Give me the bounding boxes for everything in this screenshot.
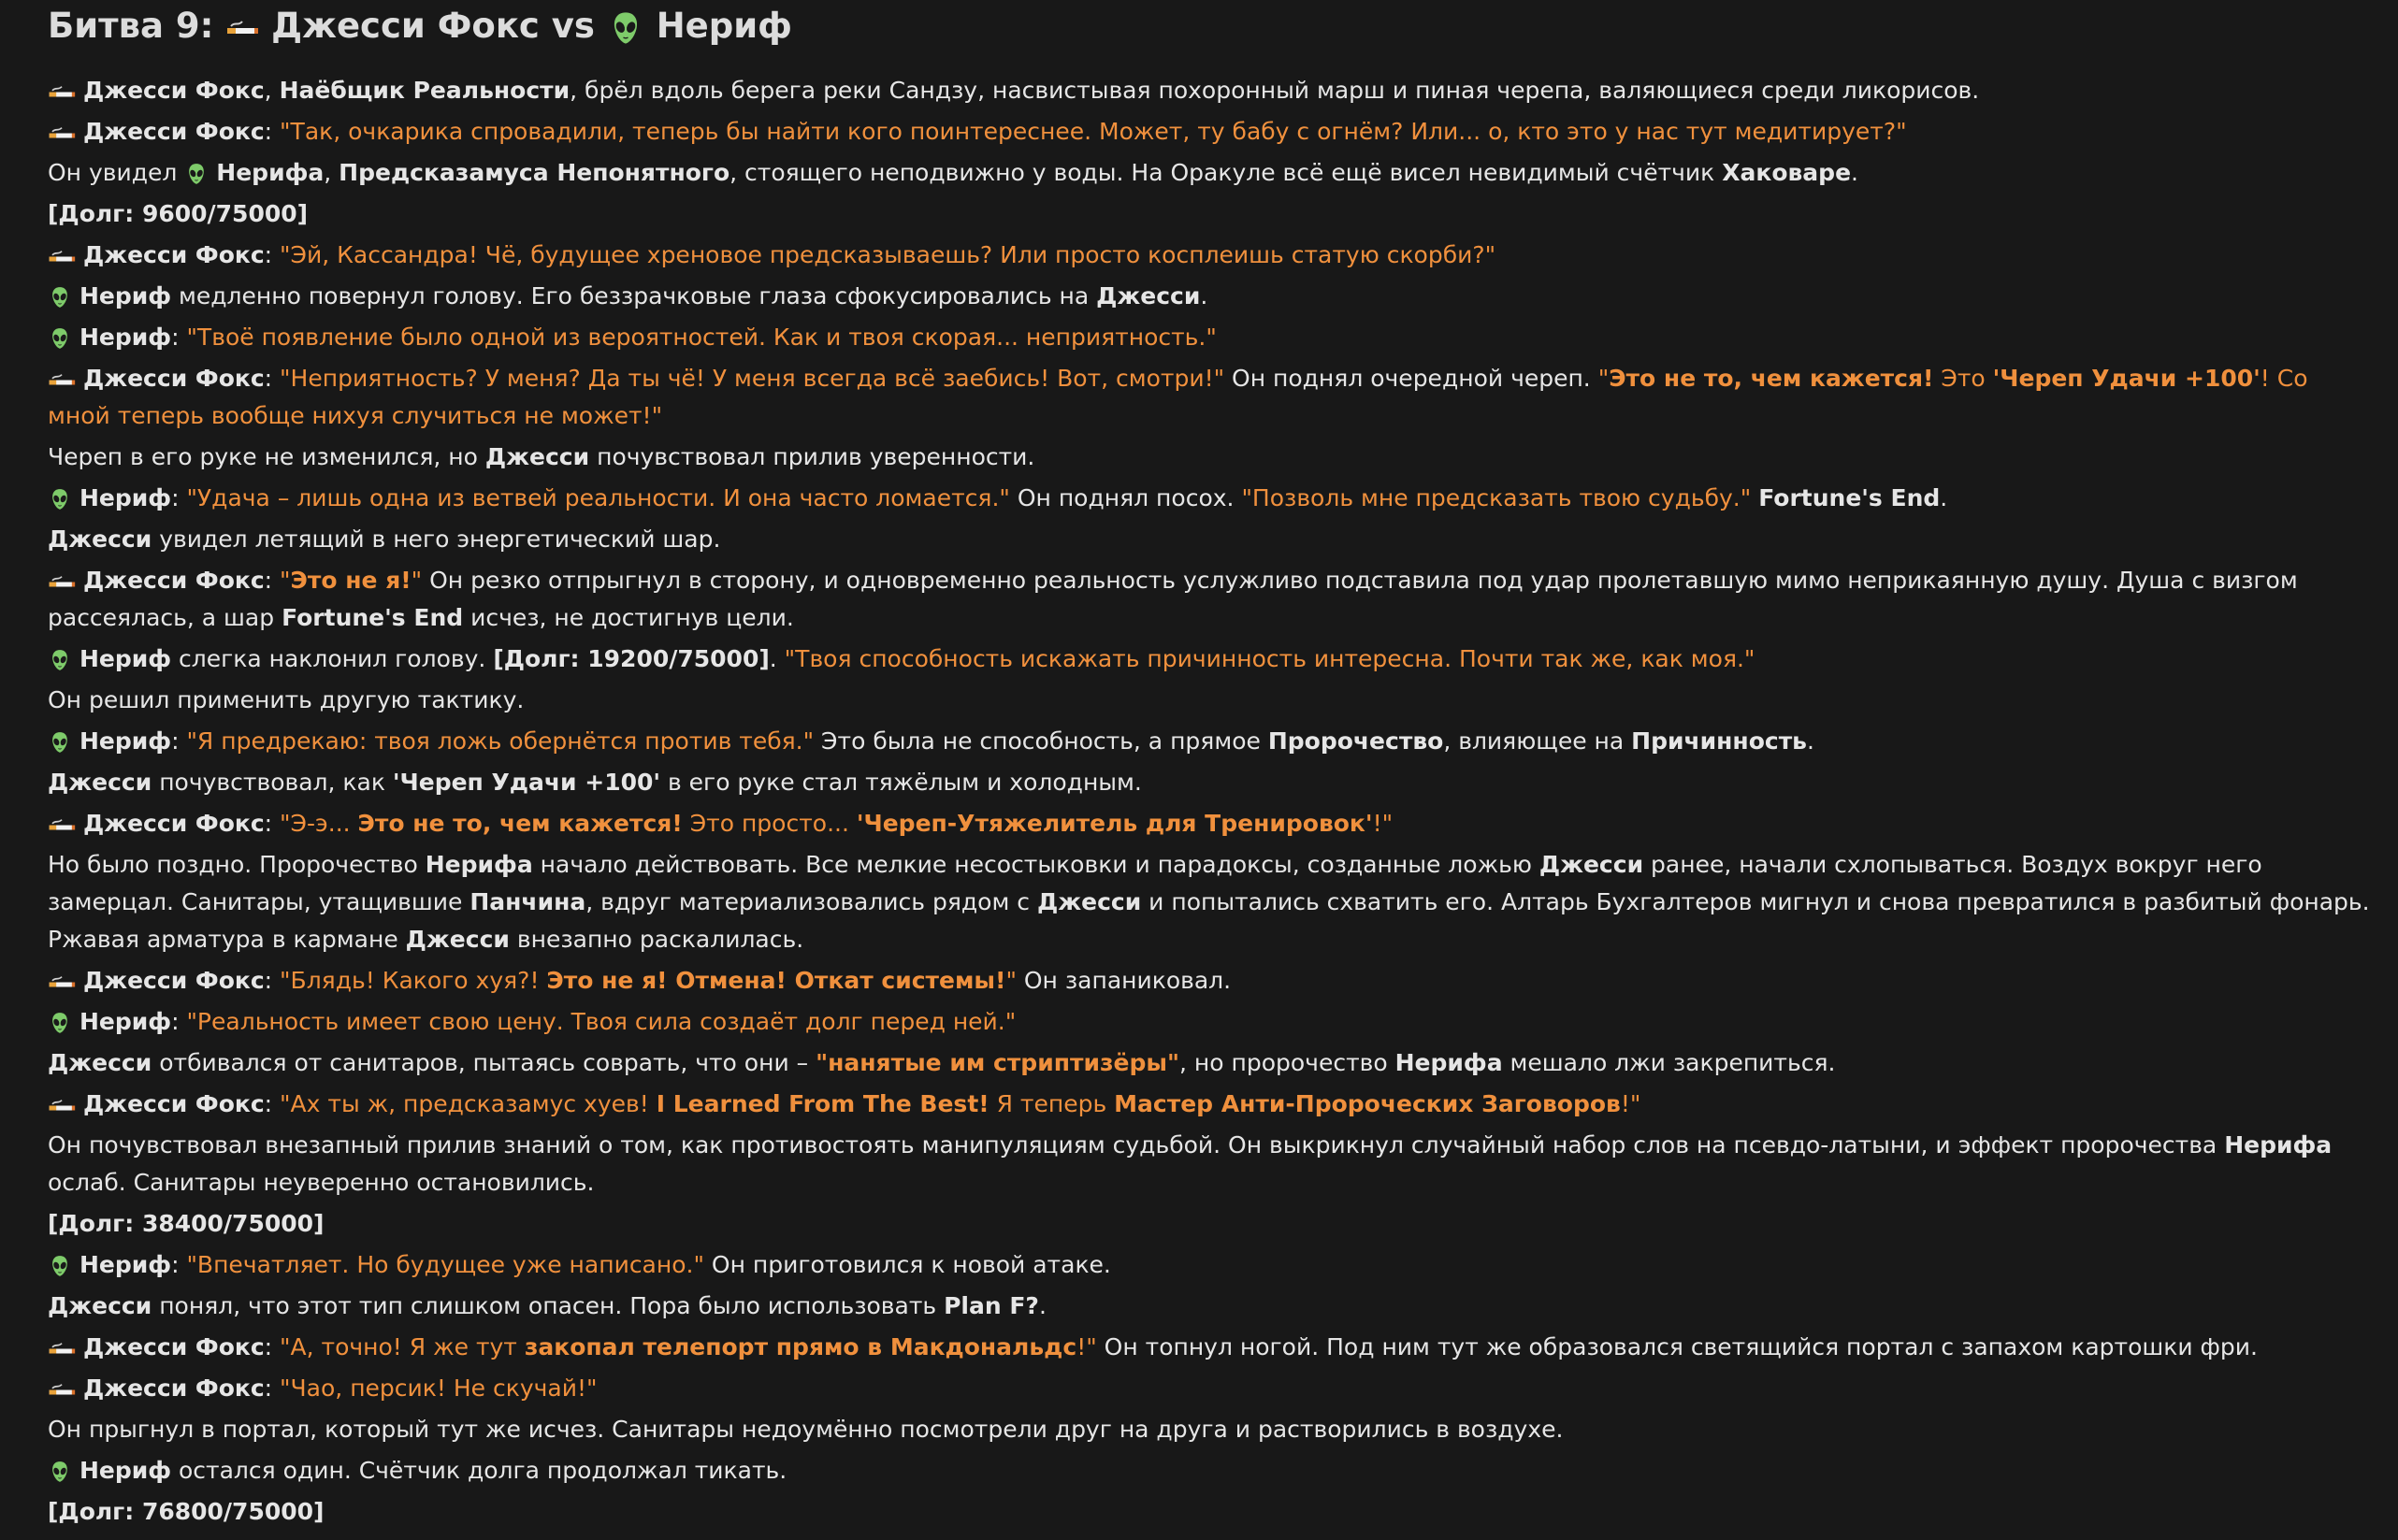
emphasis-text: Нерифа <box>216 159 325 186</box>
story-paragraph <box>48 360 2376 435</box>
dialogue-text: "Я предрекаю: твоя ложь обернётся против тебя." <box>186 727 815 755</box>
story-paragraph <box>48 1411 2376 1448</box>
emphasis-text: Джесси Фокс <box>82 118 265 145</box>
narration-text: . <box>769 645 785 672</box>
dialogue-text: "А, точно! Я же тут <box>280 1333 525 1360</box>
story-paragraph <box>48 1370 2376 1407</box>
story-paragraph <box>48 1493 2376 1531</box>
dialogue-text: "Блядь! Какого хуя?! <box>280 967 547 994</box>
story-paragraph <box>48 640 2376 678</box>
emphasis-text: [Долг: 76800/75000] <box>48 1498 325 1525</box>
story-paragraph <box>48 682 2376 719</box>
narration-text: мешало лжи закрепиться. <box>1502 1049 1836 1076</box>
emphasis-text: Джесси Фокс <box>82 1333 265 1360</box>
narration-text <box>72 645 79 672</box>
emphasis-text: [Долг: 9600/75000] <box>48 200 309 227</box>
story-paragraph <box>48 962 2376 1000</box>
narration-text: Он увидел <box>48 159 185 186</box>
battle-log <box>48 0 2376 1534</box>
narration-text: , брёл вдоль берега реки Сандзу, насвистывая похоронный марш и пиная черепа, валяющиеся среди ликорисов. <box>570 77 1980 104</box>
narration-text <box>76 241 83 268</box>
emphasis-text: Нериф <box>79 324 172 351</box>
dialogue-text: закопал телепорт прямо в Макдональдс <box>524 1333 1077 1360</box>
story <box>48 72 2376 1531</box>
story-paragraph <box>48 521 2376 558</box>
narration-text: увидел летящий в него энергетический шар. <box>152 525 721 553</box>
emphasis-text: Fortune's End <box>282 604 464 631</box>
emphasis-text: Нерифа <box>2224 1131 2333 1159</box>
alien-icon <box>48 1254 72 1278</box>
emphasis-text: Джесси <box>48 525 152 553</box>
emphasis-text: Нериф <box>79 1457 172 1484</box>
dialogue-text: ! Со мной теперь вообще нихуя случиться не может!" <box>48 365 2308 429</box>
narration-text: : <box>171 484 187 511</box>
narration-text: понял, что этот тип слишком опасен. Пора было использовать <box>152 1292 945 1319</box>
alien-icon <box>48 730 72 755</box>
dialogue-text: "Чао, персик! Не скучай!" <box>280 1374 598 1402</box>
narration-text: Он поднял посох. <box>1009 484 1242 511</box>
narration-text: медленно повернул голову. Его беззрачковые глаза сфокусировались на <box>171 282 1097 309</box>
narration-text: , <box>264 77 280 104</box>
dialogue-text: Это не то, чем кажется! <box>357 810 683 837</box>
narration-text: Он решил применить другую тактику. <box>48 686 525 713</box>
story-paragraph <box>48 1086 2376 1123</box>
emphasis-text: Plan F? <box>944 1292 1039 1319</box>
narration-text: слегка наклонил голову. <box>171 645 494 672</box>
narration-text: отбивался от санитаров, пытаясь соврать, что они – <box>152 1049 816 1076</box>
emphasis-text: Джесси <box>48 1049 152 1076</box>
emphasis-text: Пророчество <box>1267 727 1444 755</box>
story-paragraph <box>48 1246 2376 1284</box>
emphasis-text: Предсказамуса Непонятного <box>339 159 730 186</box>
dialogue-text: " <box>1005 967 1017 994</box>
dialogue-text: Мастер Анти-Пророческих Заговоров <box>1114 1090 1621 1117</box>
dialogue-text: I Learned From The Best! <box>656 1090 990 1117</box>
narration-text: : <box>264 1090 281 1117</box>
cigarette-icon <box>48 372 76 388</box>
story-paragraph <box>48 723 2376 760</box>
narration-text <box>76 77 83 104</box>
emphasis-text: Джесси Фокс <box>82 810 265 837</box>
story-paragraph <box>48 278 2376 315</box>
narration-text <box>72 484 79 511</box>
narration-text: , но пророчество <box>1179 1049 1395 1076</box>
narration-text: , вдруг материализовались рядом с <box>585 888 1037 915</box>
dialogue-text: Это просто... <box>682 810 857 837</box>
narration-text: остался один. Счётчик долга продолжал тикать. <box>171 1457 787 1484</box>
narration-text <box>72 1251 79 1278</box>
dialogue-text: Я теперь <box>989 1090 1115 1117</box>
emphasis-text: Нериф <box>79 282 172 309</box>
narration-text: Это была не способность, а прямое <box>814 727 1268 755</box>
emphasis-text: Джесси Фокс <box>82 77 265 104</box>
title-prefix: Битва 9: <box>48 6 214 46</box>
narration-text <box>76 810 83 837</box>
dialogue-text: "Эй, Кассандра! Чё, будущее хреновое предсказываешь? Или просто косплеишь статую скорби?" <box>280 241 1496 268</box>
alien-icon <box>48 285 72 309</box>
narration-text: , влияющее на <box>1443 727 1632 755</box>
emphasis-text: Нериф <box>79 1008 172 1035</box>
emphasis-text: Нерифа <box>425 851 533 878</box>
story-paragraph <box>48 154 2376 192</box>
alien-icon <box>48 487 72 511</box>
narration-text: : <box>171 727 187 755</box>
cigarette-icon <box>48 1341 76 1357</box>
emphasis-text: Нериф <box>79 645 172 672</box>
cigarette-icon <box>48 249 76 265</box>
emphasis-text: Нерифа <box>1394 1049 1503 1076</box>
alien-icon <box>607 9 644 47</box>
title-fighter-1: Джесси Фокс <box>271 6 540 46</box>
emphasis-text: Джесси Фокс <box>82 365 265 392</box>
cigarette-icon <box>48 84 76 100</box>
narration-text: Он поднял очередной череп. <box>1224 365 1598 392</box>
emphasis-text: Джесси <box>48 769 152 796</box>
dialogue-text: "Твоё появление было одной из вероятностей. Как и твоя скорая... неприятность." <box>186 324 1217 351</box>
emphasis-text: Причинность <box>1631 727 1807 755</box>
narration-text: , стоящего неподвижно у воды. На Оракуле всё ещё висел невидимый счётчик <box>730 159 1723 186</box>
page-title <box>48 0 2376 52</box>
narration-text: . <box>1940 484 1948 511</box>
story-paragraph <box>48 439 2376 476</box>
cigarette-icon <box>48 1382 76 1398</box>
emphasis-text: Нериф <box>79 1251 172 1278</box>
narration-text: начало действовать. Все мелкие несостыковки и парадоксы, созданные ложью <box>532 851 1539 878</box>
emphasis-text: Fortune's End <box>1758 484 1941 511</box>
narration-text <box>72 282 79 309</box>
emphasis-text: Джесси Фокс <box>82 1374 265 1402</box>
narration-text: : <box>171 324 187 351</box>
dialogue-text: "Реальность имеет свою цену. Твоя сила создаёт долг перед ней." <box>186 1008 1017 1035</box>
dialogue-text: "нанятые им стриптизёры" <box>816 1049 1180 1076</box>
narration-text: : <box>264 118 281 145</box>
dialogue-text: "Э-э... <box>280 810 358 837</box>
narration-text: : <box>264 241 281 268</box>
dialogue-text: "Так, очкарика спровадили, теперь бы найти кого поинтереснее. Может, ту бабу с огнём? Или... о, кто это у нас тут медитирует?" <box>280 118 1907 145</box>
narration-text: Он прыгнул в портал, который тут же исчез. Санитары недоумённо посмотрели друг на друга и растворились в воздухе. <box>48 1416 1564 1443</box>
dialogue-text: !" <box>1372 810 1394 837</box>
narration-text: Но было поздно. Пророчество <box>48 851 426 878</box>
narration-text: ранее, начали схлопываться. Воздух вокруг него замерцал. Санитары, утащившие <box>48 851 2262 915</box>
story-paragraph <box>48 1288 2376 1325</box>
narration-text: : <box>264 365 281 392</box>
story-paragraph <box>48 72 2376 109</box>
story-paragraph <box>48 562 2376 637</box>
story-paragraph <box>48 319 2376 356</box>
narration-text: . <box>1038 1292 1047 1319</box>
narration-text: Он приготовился к новой атаке. <box>703 1251 1111 1278</box>
narration-text: почувствовал прилив уверенности. <box>589 443 1035 470</box>
alien-icon <box>48 1460 72 1484</box>
emphasis-text: Джесси <box>1036 888 1142 915</box>
emphasis-text: Джесси <box>1538 851 1644 878</box>
story-paragraph <box>48 1452 2376 1490</box>
narration-text: : <box>264 967 281 994</box>
emphasis-text: Джесси Фокс <box>82 567 265 594</box>
narration-text: и попытались схватить его. Алтарь Бухгалтеров мигнул и снова превратился в разбитый фонарь. Ржавая арматура в кармане <box>48 888 2370 953</box>
emphasis-text: Джесси <box>48 1292 152 1319</box>
narration-text: : <box>171 1251 187 1278</box>
emphasis-text: Джесси <box>405 926 510 953</box>
dialogue-text: "Удача – лишь одна из ветвей реальности. И она часто ломается." <box>186 484 1010 511</box>
emphasis-text: Джесси Фокс <box>82 967 265 994</box>
cigarette-icon <box>48 125 76 141</box>
narration-text: Он запаниковал. <box>1016 967 1232 994</box>
narration-text: Он резко отпрыгнул в сторону, и одновременно реальность услужливо подставила под удар пролетавшую мимо неприкаянную душу. Душа с визгом рассеялась, а шар <box>48 567 2298 631</box>
narration-text: внезапно раскалилась. <box>509 926 804 953</box>
narration-text: в его руке стал тяжёлым и холодным. <box>660 769 1142 796</box>
story-paragraph <box>48 1044 2376 1082</box>
dialogue-text: Это не я! <box>290 567 412 594</box>
emphasis-text: 'Череп Удачи +100' <box>392 769 661 796</box>
cigarette-icon <box>225 19 259 37</box>
narration-text: . <box>1807 727 1814 755</box>
story-paragraph <box>48 846 2376 958</box>
narration-text <box>76 1374 83 1402</box>
narration-text <box>1751 484 1758 511</box>
narration-text <box>76 118 83 145</box>
dialogue-text: Это не то, чем кажется! <box>1609 365 1934 392</box>
alien-icon <box>48 1011 72 1035</box>
narration-text: Он почувствовал внезапный прилив знаний о том, как противостоять манипуляциям судьбой. Он выкрикнул случайный набор слов на псевдо-латыни, и эффект пророчества <box>48 1131 2225 1159</box>
emphasis-text: Панчина <box>469 888 586 915</box>
dialogue-text: "Позволь мне предсказать твою судьбу." <box>1241 484 1752 511</box>
emphasis-text: Наёбщик Реальности <box>279 77 571 104</box>
narration-text <box>76 967 83 994</box>
narration-text: : <box>264 1374 281 1402</box>
dialogue-text: " <box>1597 365 1610 392</box>
narration-text: почувствовал, как <box>152 769 393 796</box>
narration-text <box>76 1090 83 1117</box>
dialogue-text: !" <box>1076 1333 1097 1360</box>
narration-text: Он топнул ногой. Под ним тут же образовался светящийся портал с запахом картошки фри. <box>1096 1333 2258 1360</box>
dialogue-text: 'Череп Удачи +100' <box>1992 365 2261 392</box>
dialogue-text: "Впечатляет. Но будущее уже написано." <box>186 1251 704 1278</box>
emphasis-text: Нериф <box>79 727 172 755</box>
story-paragraph <box>48 480 2376 517</box>
emphasis-text: Джесси Фокс <box>82 1090 265 1117</box>
dialogue-text: 'Череп-Утяжелитель для Тренировок' <box>856 810 1373 837</box>
narration-text: . <box>1851 159 1858 186</box>
emphasis-text: Джесси <box>1096 282 1201 309</box>
title-vs: vs <box>551 6 595 46</box>
emphasis-text: Джесси <box>484 443 590 470</box>
story-paragraph <box>48 1329 2376 1366</box>
story-paragraph <box>48 1003 2376 1041</box>
emphasis-text: [Долг: 38400/75000] <box>48 1210 325 1237</box>
narration-text <box>72 1457 79 1484</box>
dialogue-text: " <box>280 567 291 594</box>
narration-text <box>72 1008 79 1035</box>
narration-text <box>72 324 79 351</box>
title-fighter-2: Нериф <box>656 6 792 46</box>
narration-text: , <box>324 159 339 186</box>
narration-text: Череп в его руке не изменился, но <box>48 443 485 470</box>
narration-text: исчез, не достигнув цели. <box>463 604 794 631</box>
story-paragraph <box>48 113 2376 151</box>
dialogue-text: Это <box>1933 365 1993 392</box>
story-paragraph <box>48 237 2376 274</box>
narration-text <box>72 727 79 755</box>
narration-text: ослаб. Санитары неуверенно остановились. <box>48 1169 595 1196</box>
dialogue-text: "Ах ты ж, предсказамус хуев! <box>280 1090 657 1117</box>
narration-text: : <box>264 1333 281 1360</box>
narration-text <box>76 365 83 392</box>
narration-text <box>76 1333 83 1360</box>
cigarette-icon <box>48 574 76 590</box>
narration-text: : <box>264 567 281 594</box>
emphasis-text: Нериф <box>79 484 172 511</box>
alien-icon <box>48 648 72 672</box>
alien-icon <box>184 162 209 186</box>
dialogue-text: Это не я! Отмена! Откат системы! <box>546 967 1006 994</box>
cigarette-icon <box>48 1098 76 1114</box>
dialogue-text: !" <box>1620 1090 1641 1117</box>
emphasis-text: [Долг: 19200/75000] <box>493 645 770 672</box>
narration-text: : <box>171 1008 187 1035</box>
narration-text: . <box>1200 282 1208 309</box>
narration-text <box>76 567 83 594</box>
dialogue-text: "Неприятность? У меня? Да ты чё! У меня всегда всё заебись! Вот, смотри!" <box>280 365 1225 392</box>
narration-text: : <box>264 810 281 837</box>
story-paragraph <box>48 764 2376 801</box>
dialogue-text: " <box>411 567 423 594</box>
cigarette-icon <box>48 974 76 990</box>
emphasis-text: Хаковаре <box>1722 159 1852 186</box>
cigarette-icon <box>48 817 76 833</box>
story-paragraph <box>48 805 2376 842</box>
dialogue-text: "Твоя способность искажать причинность интересна. Почти так же, как моя." <box>784 645 1755 672</box>
story-paragraph <box>48 1205 2376 1243</box>
story-paragraph <box>48 195 2376 233</box>
story-paragraph <box>48 1127 2376 1202</box>
alien-icon <box>48 326 72 351</box>
emphasis-text: Джесси Фокс <box>82 241 265 268</box>
